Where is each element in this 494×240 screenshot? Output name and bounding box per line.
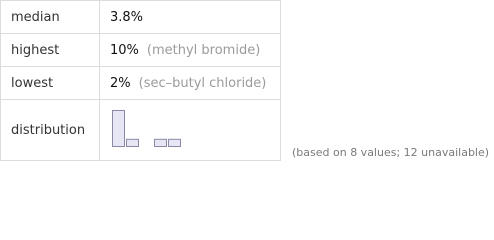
- lowest-label: lowest: [1, 67, 100, 100]
- table-row-lowest: [1, 67, 281, 100]
- statistics-table: [0, 0, 281, 161]
- highest-note: (methyl bromide): [146, 42, 261, 58]
- histogram-bar: [169, 139, 181, 146]
- lowest-cell: [100, 67, 281, 100]
- median-value: 3.8%: [110, 9, 144, 25]
- highest-cell: [100, 34, 281, 67]
- table-row-distribution: [1, 100, 281, 161]
- lowest-value: 2%: [110, 75, 131, 91]
- table-row-highest: [1, 34, 281, 67]
- highest-label: highest: [1, 34, 100, 67]
- table-row-median: [1, 1, 281, 34]
- distribution-histogram: [110, 108, 190, 152]
- highest-value: 10%: [110, 42, 139, 58]
- histogram-bar: [113, 111, 125, 147]
- median-cell: [100, 1, 281, 34]
- footnote: (based on 8 values; 12 unavailable): [292, 146, 490, 159]
- median-label: median: [1, 1, 100, 34]
- distribution-label: distribution: [1, 100, 100, 161]
- histogram-bar: [155, 139, 167, 146]
- distribution-cell: [100, 100, 281, 161]
- lowest-note: (sec–butyl chloride): [138, 75, 267, 91]
- histogram-bar: [127, 139, 139, 146]
